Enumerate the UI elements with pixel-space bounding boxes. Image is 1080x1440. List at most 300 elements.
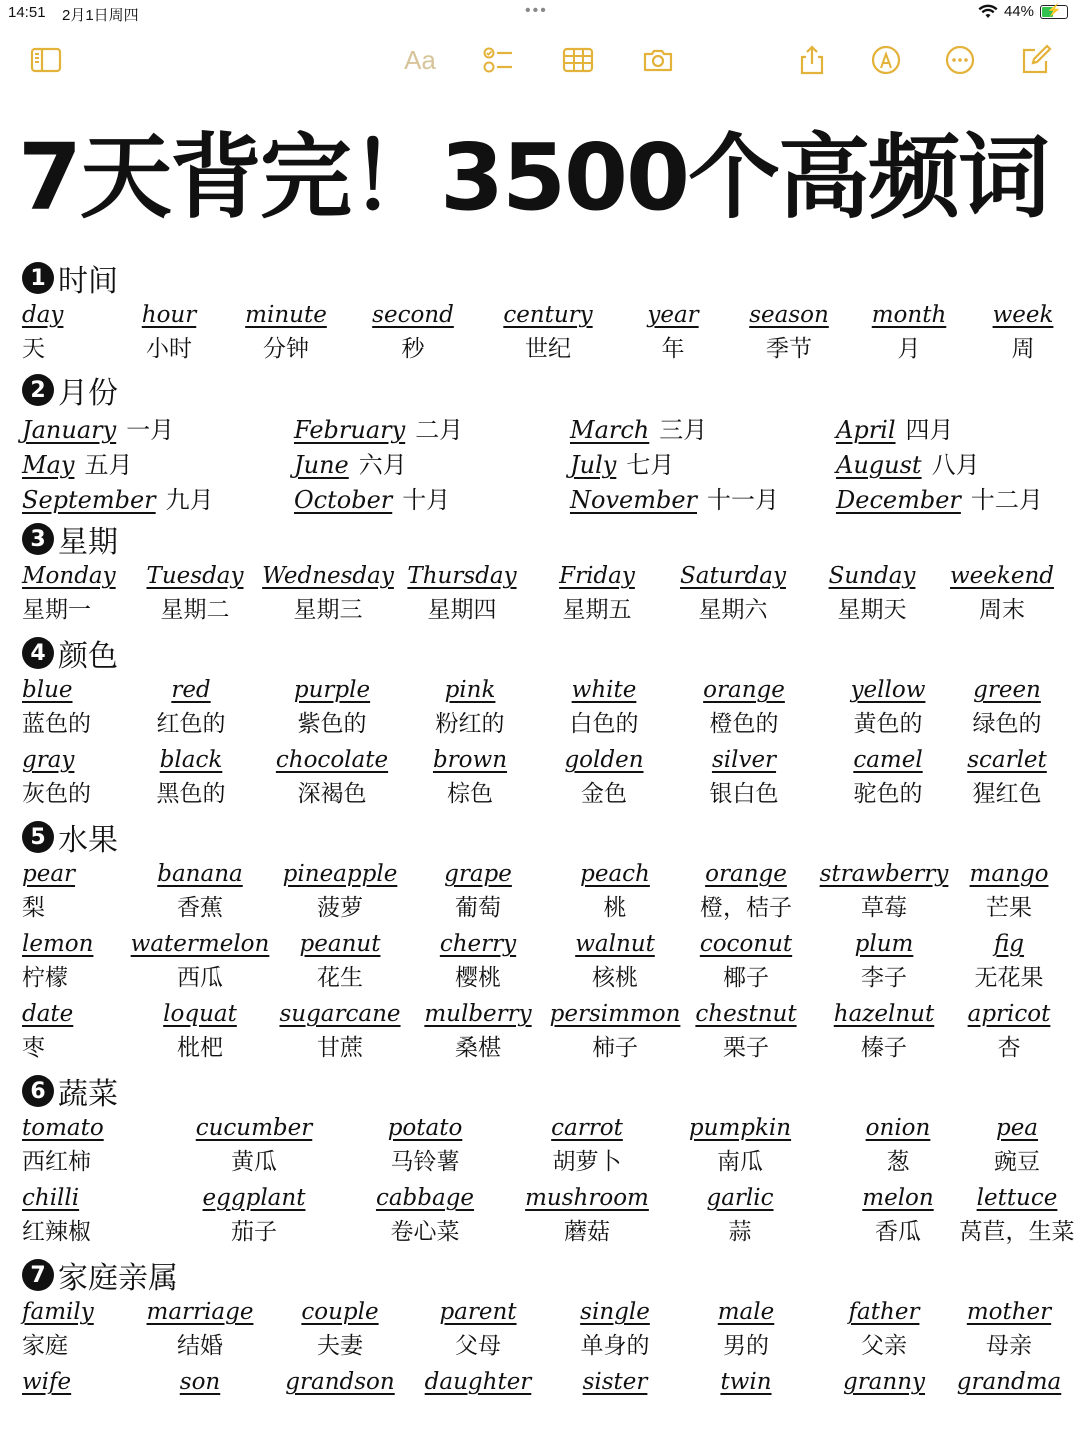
vocab-item [22,857,130,927]
chinese-meaning: 周末 [979,597,1025,623]
chinese-meaning: 葡萄 [455,895,501,921]
chinese-meaning: 粉红的 [435,711,505,737]
month-item [836,445,1076,480]
chinese-meaning: 秒 [401,336,425,362]
vocab-item [668,673,820,743]
english-word: March [570,416,650,444]
english-word: cabbage [375,1185,475,1211]
english-word: coconut [699,931,793,957]
vocab-item [976,1111,1058,1181]
chinese-meaning: 茄子 [231,1219,277,1245]
english-word: lettuce [976,1185,1058,1211]
month-item [570,410,836,445]
vocab-item [684,1295,808,1365]
word-grid-family [0,1295,1080,1435]
month-item [570,480,836,515]
english-word: daughter [424,1369,532,1395]
chinese-meaning: 花生 [317,965,363,991]
vocab-item [728,298,850,368]
chinese-meaning: 枇杷 [177,1035,223,1061]
english-word: pineapple [282,861,398,887]
month-item [294,480,570,515]
vocab-item [270,857,410,927]
vocab-item [808,857,960,927]
section-heading [0,633,1080,673]
chinese-meaning: 月 [897,336,921,362]
vocab-item [808,997,960,1067]
vocab-item [398,559,526,629]
vocab-item [820,1111,976,1181]
english-word: watermelon [130,931,270,957]
english-word: November [570,486,698,514]
format-button[interactable]: Aa [404,44,436,75]
english-word: potato [387,1115,463,1141]
section-title: 颜色 [58,639,118,674]
vocab-item [118,673,264,743]
english-word: yellow [850,677,926,703]
vocab-item [956,743,1058,813]
markup-pen-icon[interactable] [866,40,906,80]
chinese-meaning: 南瓜 [717,1149,763,1175]
wifi-icon [978,4,998,20]
month-item [570,445,836,480]
english-word: apricot [967,1001,1051,1027]
vocab-item [410,1295,546,1365]
chinese-meaning: 李子 [861,965,907,991]
english-word: December [836,486,961,514]
chinese-meaning: 星期四 [427,597,497,623]
english-word: week [992,302,1054,328]
english-word: mango [969,861,1049,887]
chinese-meaning: 深褐色 [297,781,367,807]
english-word: grandson [285,1369,395,1395]
vocab-item [410,1365,546,1435]
english-word: Saturday [680,563,786,589]
chinese-meaning: 小时 [146,336,192,362]
multitasking-dots-icon[interactable]: ••• [525,2,548,19]
compose-icon[interactable] [1016,40,1056,80]
chinese-meaning: 父亲 [861,1333,907,1359]
sidebar-toggle-icon[interactable] [26,40,66,80]
chinese-meaning: 榛子 [861,1035,907,1061]
month-item [22,410,294,445]
english-word: garlic [706,1185,774,1211]
chinese-meaning: 星期三 [293,597,363,623]
vocab-item [22,1181,172,1251]
word-grid-week [0,559,1080,629]
vocab-item [820,673,956,743]
english-word: chestnut [695,1001,797,1027]
status-time: 14:51 [8,4,46,21]
chinese-meaning: 星期六 [698,597,768,623]
english-word: October [294,486,393,514]
english-word: wife [22,1369,72,1395]
english-word: single [580,1299,650,1325]
chinese-meaning: 星期一 [22,597,91,623]
english-word: mulberry [424,1001,532,1027]
english-word: chocolate [275,747,389,773]
chinese-meaning: 红辣椒 [22,1219,91,1245]
chinese-meaning: 一月 [126,416,175,444]
vocab-item [546,1365,684,1435]
vocab-item [960,1295,1058,1365]
chinese-meaning: 金色 [581,781,627,807]
english-word: plum [854,931,914,957]
english-word: July [570,451,617,479]
section-title: 时间 [58,264,118,299]
vocab-item [514,1111,660,1181]
vocab-item [224,298,348,368]
vocab-item [400,743,540,813]
vocab-item [22,1111,172,1181]
english-word: year [647,302,699,328]
english-word: season [749,302,829,328]
vocab-item [956,1365,1062,1435]
english-word: couple [301,1299,379,1325]
chinese-meaning: 棕色 [447,781,493,807]
vocab-item [850,298,968,368]
chinese-meaning: 紫色的 [297,711,367,737]
vocab-item [22,1365,130,1435]
more-options-icon[interactable] [940,40,980,80]
english-word: green [973,677,1041,703]
chinese-meaning: 绿色的 [972,711,1042,737]
vocab-item [22,743,118,813]
note-body[interactable] [0,258,1080,1440]
english-word: Friday [559,563,635,589]
vocab-item [960,997,1058,1067]
chinese-meaning: 母亲 [986,1333,1032,1359]
english-word: blue [22,677,73,703]
chinese-meaning: 星期五 [562,597,632,623]
chinese-meaning: 蒜 [728,1219,752,1245]
chinese-meaning: 椰子 [723,965,769,991]
battery-percent: 44% [1003,3,1034,20]
english-word: camel [853,747,923,773]
vocab-item [348,298,478,368]
chinese-meaning: 猩红色 [972,781,1042,807]
english-word: Tuesday [146,563,244,589]
vocab-item [956,673,1058,743]
english-word: grandma [956,1369,1062,1395]
section-number: 1 [22,262,54,294]
vocab-item [820,1181,976,1251]
section-title: 家庭亲属 [58,1261,178,1296]
chinese-meaning: 单身的 [580,1333,650,1359]
month-item [836,480,1076,515]
chinese-meaning: 世纪 [525,336,571,362]
english-word: Monday [22,563,116,589]
english-word: gray [22,747,75,773]
english-word: April [836,416,896,444]
section-heading [0,519,1080,559]
vocab-item [130,857,270,927]
english-word: silver [711,747,777,773]
vocab-item [270,1365,410,1435]
english-word: marriage [146,1299,254,1325]
vocab-item [526,559,668,629]
note-title: 7天背完！3500个高频词 [18,124,1049,231]
english-word: father [848,1299,920,1325]
english-word: May [22,451,75,479]
english-word: scarlet [967,747,1047,773]
english-word: August [836,451,922,479]
english-word: pear [22,861,76,887]
section-number: 2 [22,374,54,406]
word-grid-time [0,298,1080,368]
vocab-item [514,1181,660,1251]
english-word: persimmon [549,1001,681,1027]
status-bar [0,0,1080,28]
chinese-meaning: 枣 [22,1035,45,1061]
english-word: grape [444,861,512,887]
english-word: Thursday [407,563,517,589]
vocab-item [684,857,808,927]
vocab-item [540,743,668,813]
english-word: date [22,1001,74,1027]
chinese-meaning: 草莓 [861,895,907,921]
chinese-meaning: 红色的 [156,711,226,737]
chinese-meaning: 星期天 [837,597,907,623]
chinese-meaning: 三月 [659,416,708,444]
vocab-item [22,673,118,743]
chinese-meaning: 季节 [766,336,812,362]
chinese-meaning: 菠萝 [317,895,363,921]
english-word: pea [995,1115,1039,1141]
vocab-item [808,927,960,997]
vocab-item [336,1181,514,1251]
english-word: sugarcane [279,1001,401,1027]
month-item [836,410,1076,445]
section-heading [0,1255,1080,1295]
chinese-meaning: 二月 [415,416,464,444]
english-word: century [503,302,593,328]
vocab-item [960,927,1058,997]
english-word: sister [582,1369,648,1395]
word-grid-vegetables [0,1111,1080,1251]
chinese-meaning: 蘑菇 [564,1219,610,1245]
chinese-meaning: 四月 [905,416,954,444]
chinese-meaning: 香蕉 [177,895,223,921]
section-number: 6 [22,1075,54,1107]
chinese-meaning: 无花果 [974,965,1044,991]
vocab-item [546,927,684,997]
vocab-item [546,857,684,927]
chinese-meaning: 香瓜 [875,1219,921,1245]
vocab-item [946,559,1058,629]
vocab-item [820,743,956,813]
chinese-meaning: 西瓜 [177,965,223,991]
vocab-item [668,559,798,629]
month-item [22,445,294,480]
section-heading [0,1071,1080,1111]
notes-toolbar [0,40,1080,84]
english-word: melon [862,1185,934,1211]
section-number: 7 [22,1259,54,1291]
vocab-item [808,1295,960,1365]
vocab-item [410,927,546,997]
chinese-meaning: 星期二 [160,597,230,623]
vocab-item [668,743,820,813]
month-item [294,410,570,445]
chinese-meaning: 分钟 [263,336,309,362]
charging-bolt-icon: ⚡ [1046,2,1062,17]
vocab-item [960,857,1058,927]
vocab-item [808,1365,960,1435]
english-word: September [22,486,156,514]
english-word: pumpkin [688,1115,792,1141]
english-word: February [294,416,406,444]
checklist-icon[interactable] [478,40,518,80]
vocab-item [270,1295,410,1365]
share-icon[interactable] [792,40,832,80]
chinese-meaning: 杏 [997,1035,1021,1061]
chinese-meaning: 黄色的 [853,711,923,737]
section-number: 3 [22,523,54,555]
vocab-item [270,927,410,997]
english-word: Wednesday [262,563,394,589]
chinese-meaning: 六月 [358,451,407,479]
vocab-item [172,1111,336,1181]
section-number: 5 [22,821,54,853]
vocab-item [258,559,398,629]
chinese-meaning: 核桃 [592,965,638,991]
vocab-item [546,1295,684,1365]
vocab-item [684,997,808,1067]
vocab-item [959,1181,1075,1251]
section-heading [0,258,1080,298]
section-title: 水果 [58,823,118,858]
chinese-meaning: 夫妻 [317,1333,363,1359]
english-word: second [372,302,454,328]
english-word: brown [432,747,508,773]
chinese-meaning: 父母 [455,1333,501,1359]
english-word: minute [245,302,327,328]
chinese-meaning: 八月 [931,451,980,479]
month-item [22,480,294,515]
chinese-meaning: 黄瓜 [231,1149,277,1175]
word-grid-colors [0,673,1080,813]
vocab-item [660,1111,820,1181]
vocab-item [264,673,400,743]
english-word: January [22,416,117,444]
vocab-item [540,673,668,743]
chinese-meaning: 银白色 [709,781,779,807]
english-word: white [571,677,637,703]
word-grid-months [0,410,1080,515]
chinese-meaning: 七月 [626,451,675,479]
english-word: black [159,747,223,773]
vocab-item [22,298,114,368]
english-word: onion [865,1115,931,1141]
vocab-item [410,997,546,1067]
vocab-item [130,927,270,997]
chinese-meaning: 九月 [165,486,214,514]
chinese-meaning: 卷心菜 [390,1219,460,1245]
english-word: parent [439,1299,517,1325]
vocab-item [798,559,946,629]
chinese-meaning: 豌豆 [994,1149,1040,1175]
english-word: hour [141,302,197,328]
month-item [294,445,570,480]
chinese-meaning: 桑椹 [455,1035,501,1061]
english-word: lemon [22,931,94,957]
chinese-meaning: 灰色的 [22,781,91,807]
vocab-item [130,997,270,1067]
english-word: month [871,302,947,328]
chinese-meaning: 梨 [22,895,45,921]
english-word: son [179,1369,221,1395]
english-word: male [717,1299,775,1325]
vocab-item [264,743,400,813]
english-word: banana [157,861,243,887]
english-word: mushroom [525,1185,649,1211]
english-word: red [171,677,211,703]
vocab-item [478,298,618,368]
english-word: weekend [950,563,1054,589]
english-word: chilli [22,1185,80,1211]
chinese-meaning: 男的 [723,1333,769,1359]
english-word: orange [705,861,787,887]
chinese-meaning: 樱桃 [455,965,501,991]
section-title: 星期 [58,525,118,560]
chinese-meaning: 家庭 [22,1333,68,1359]
chinese-meaning: 芒果 [986,895,1032,921]
section-heading [0,817,1080,857]
english-word: loquat [163,1001,237,1027]
vocab-item [22,997,130,1067]
english-word: mother [966,1299,1052,1325]
chinese-meaning: 十月 [402,486,451,514]
english-word: peanut [299,931,381,957]
vocab-item [968,298,1078,368]
vocab-item [336,1111,514,1181]
status-date: 2月1日周四 [62,7,139,24]
english-word: day [22,302,64,328]
vocab-item [684,927,808,997]
chinese-meaning: 栗子 [723,1035,769,1061]
english-word: family [22,1299,94,1325]
table-icon[interactable] [558,40,598,80]
vocab-item [660,1181,820,1251]
chinese-meaning: 西红柿 [22,1149,91,1175]
english-word: orange [703,677,785,703]
vocab-item [118,743,264,813]
camera-icon[interactable] [638,40,678,80]
chinese-meaning: 黑色的 [156,781,226,807]
english-word: walnut [575,931,655,957]
chinese-meaning: 甘蔗 [317,1035,363,1061]
vocab-item [410,857,546,927]
chinese-meaning: 十一月 [707,486,780,514]
vocab-item [22,1295,130,1365]
chinese-meaning: 橙，桔子 [700,895,792,921]
battery-icon [1040,2,1068,19]
chinese-meaning: 蓝色的 [22,711,91,737]
chinese-meaning: 天 [22,336,45,362]
vocab-item [114,298,224,368]
vocab-item [22,559,132,629]
chinese-meaning: 橙色的 [709,711,779,737]
vocab-item [546,997,684,1067]
chinese-meaning: 十二月 [970,486,1043,514]
english-word: granny [842,1369,926,1395]
chinese-meaning: 胡萝卜 [552,1149,622,1175]
vocab-item [270,997,410,1067]
chinese-meaning: 柠檬 [22,965,68,991]
vocab-item [22,927,130,997]
english-word: strawberry [819,861,949,887]
